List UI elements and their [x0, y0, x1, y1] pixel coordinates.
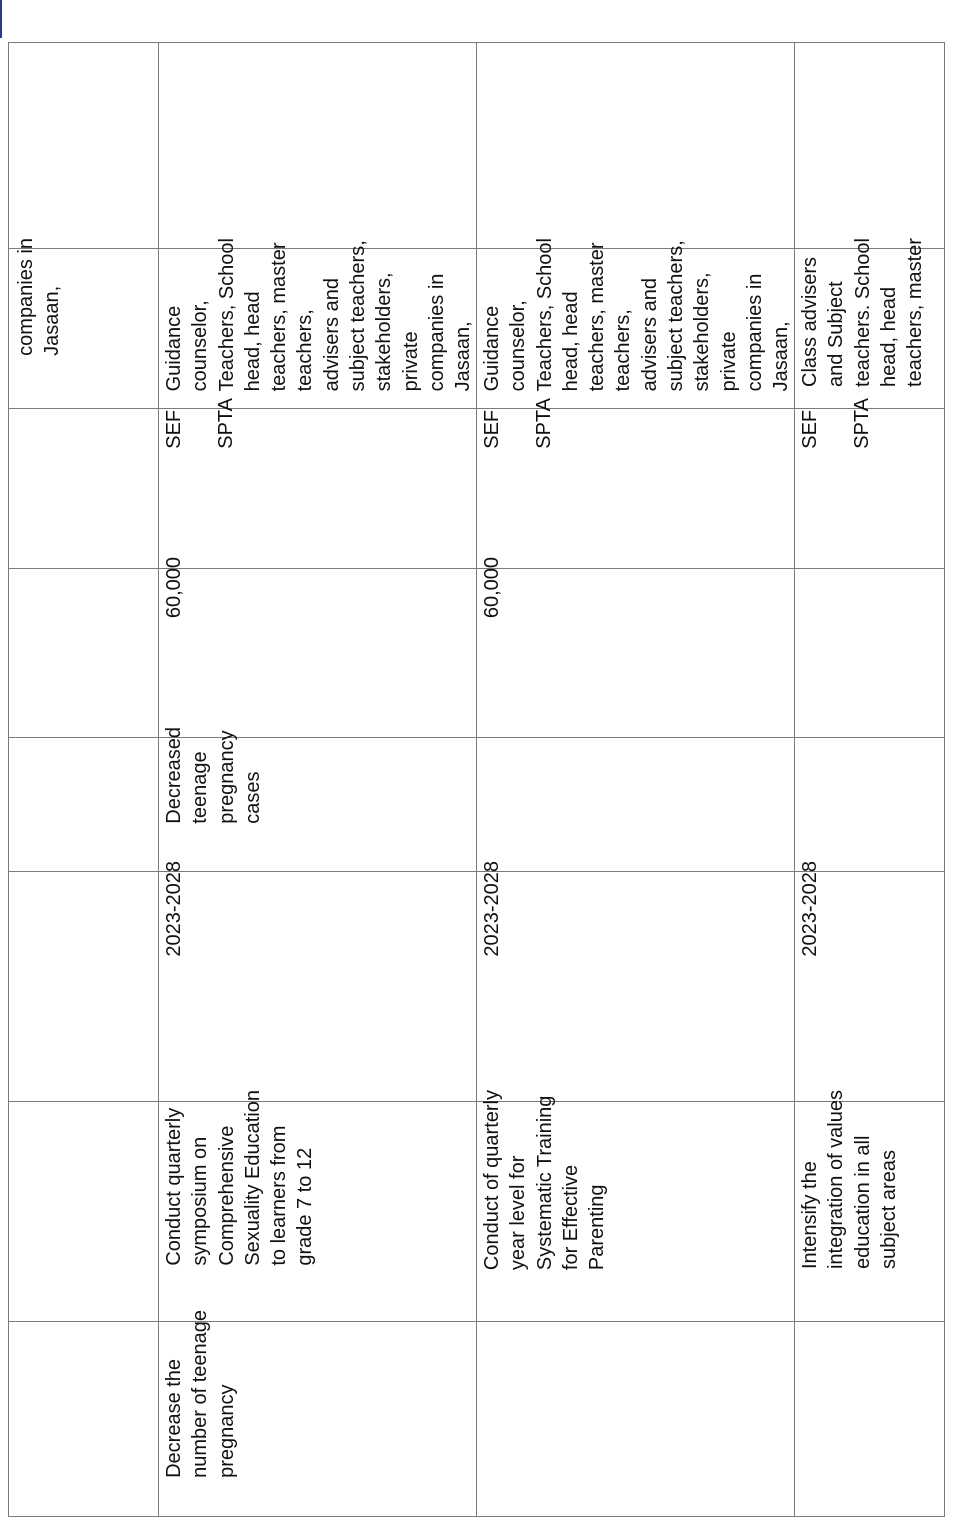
- column-divider: [8, 568, 945, 569]
- row-divider: [158, 42, 159, 1516]
- table-border-right: [944, 42, 945, 1516]
- table-border-top: [8, 42, 945, 43]
- column-divider: [8, 1321, 945, 1322]
- table-border-bottom: [8, 1516, 945, 1517]
- column-divider: [8, 737, 945, 738]
- persons-text: companies in Jasaan,: [15, 238, 64, 356]
- table-border-left: [8, 42, 9, 1516]
